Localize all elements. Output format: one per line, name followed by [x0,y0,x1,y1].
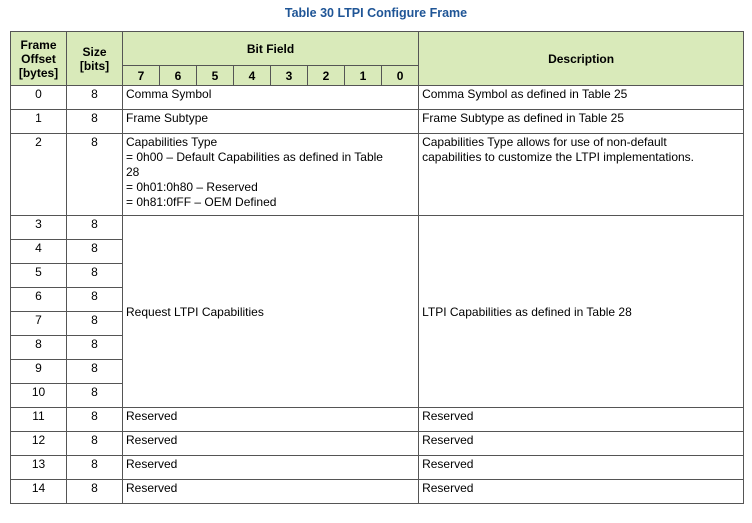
bit-field-cell: Reserved [123,432,419,456]
table-caption: Table 30 LTPI Configure Frame [284,6,468,20]
header-bit-field: Bit Field [123,32,419,66]
size-cell: 8 [67,456,123,480]
field-line: = 0h01:0h80 – Reserved [126,180,258,194]
table-row [11,134,744,216]
header-bit-6: 6 [160,66,197,86]
offset-cell: 3 [11,216,67,240]
size-cell: 8 [67,408,123,432]
offset-cell: 10 [11,384,67,408]
offset-cell: 4 [11,240,67,264]
header-offset-line2: Offset [21,51,56,66]
size-cell: 8 [67,480,123,504]
bit-field-cell: Comma Symbol [123,86,419,110]
offset-cell: 9 [11,360,67,384]
field-line: 28 [126,165,140,179]
header-size [67,32,123,86]
header-bit-3: 3 [271,66,308,86]
header-description: Description [419,32,744,86]
offset-cell: 1 [11,110,67,134]
header-offset-line3: [bytes] [18,65,59,80]
offset-cell: 2 [11,134,67,216]
table-row [11,86,744,110]
table-row [11,456,744,480]
bit-field-cell: Reserved [123,456,419,480]
size-cell: 8 [67,288,123,312]
bit-field-cell: Reserved [123,480,419,504]
description-cell: Reserved [419,432,744,456]
offset-cell: 6 [11,288,67,312]
table-row [11,408,744,432]
offset-cell: 12 [11,432,67,456]
header-size-line1: Size [82,44,107,59]
table-row [11,110,744,134]
bit-field-cell: Frame Subtype [123,110,419,134]
size-cell: 8 [67,384,123,408]
offset-cell: 13 [11,456,67,480]
offset-cell: 7 [11,312,67,336]
size-cell: 8 [67,110,123,134]
header-frame-offset [11,32,67,86]
description-cell: Reserved [419,456,744,480]
bit-field-cell: Reserved [123,408,419,432]
header-bit-0: 0 [382,66,419,86]
size-cell: 8 [67,264,123,288]
desc-line: capabilities to customize the LTPI implementations. [422,150,694,164]
description-cell: Comma Symbol as defined in Table 25 [419,86,744,110]
ltpi-configure-frame-table [10,31,744,504]
description-cell: Reserved [419,480,744,504]
size-cell: 8 [67,336,123,360]
header-bit-4: 4 [234,66,271,86]
description-cell [419,134,744,216]
field-line: = 0h81:0fFF – OEM Defined [126,195,277,209]
description-cell: Reserved [419,408,744,432]
table-row [11,216,744,240]
header-bit-7: 7 [123,66,160,86]
size-cell: 8 [67,432,123,456]
offset-cell: 0 [11,86,67,110]
table-row [11,480,744,504]
bit-field-cell [123,134,419,216]
bit-field-cell: Request LTPI Capabilities [123,216,419,408]
offset-cell: 11 [11,408,67,432]
size-cell: 8 [67,360,123,384]
table-row [11,432,744,456]
field-line: = 0h00 – Default Capabilities as defined in Table [126,150,383,164]
header-bit-2: 2 [308,66,345,86]
size-cell: 8 [67,312,123,336]
description-cell: Frame Subtype as defined in Table 25 [419,110,744,134]
offset-cell: 5 [11,264,67,288]
offset-cell: 8 [11,336,67,360]
size-cell: 8 [67,86,123,110]
size-cell: 8 [67,216,123,240]
header-bit-5: 5 [197,66,234,86]
offset-cell: 14 [11,480,67,504]
header-offset-line1: Frame [20,37,57,52]
header-size-line2: [bits] [79,58,110,73]
field-line: Capabilities Type [126,135,218,149]
size-cell: 8 [67,134,123,216]
desc-line: Capabilities Type allows for use of non-default [422,135,667,149]
size-cell: 8 [67,240,123,264]
header-bit-1: 1 [345,66,382,86]
description-cell: LTPI Capabilities as defined in Table 28 [419,216,744,408]
